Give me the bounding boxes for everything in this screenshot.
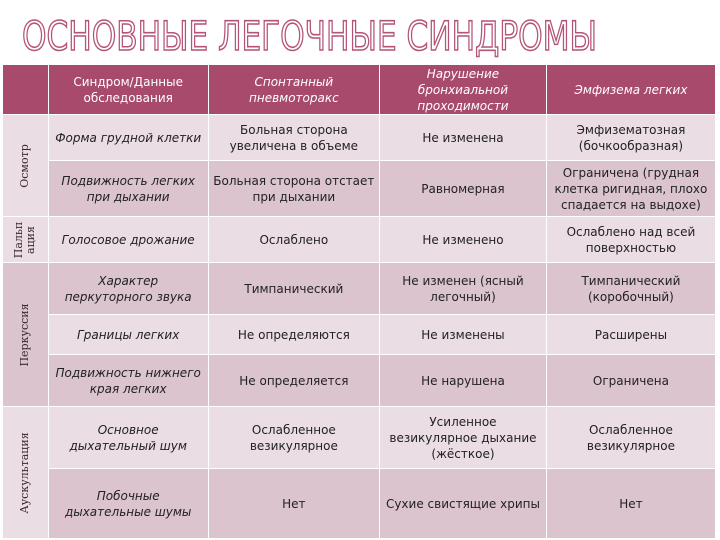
row-param: Форма грудной клетки	[48, 115, 208, 161]
row-cell-pneumothorax: Тимпанический	[208, 263, 379, 315]
row-cell-emphysema: Тимпанический (коробочный)	[546, 263, 715, 315]
row-param: Голосовое дрожание	[48, 217, 208, 263]
table-row	[3, 115, 716, 161]
category-ausk-label: Аускультация	[18, 431, 32, 514]
header-col-bronchial: Нарушение бронхиальной проходимости	[380, 65, 547, 115]
row-cell-pneumothorax: Больная сторона отстает при дыхании	[208, 161, 379, 217]
table-row	[3, 263, 716, 315]
syndrome-table	[2, 64, 716, 539]
row-cell-emphysema: Ослаблено над всей поверхностью	[546, 217, 715, 263]
row-cell-pneumothorax: Больная сторона увеличена в объеме	[208, 115, 379, 161]
row-param: Границы легких	[48, 315, 208, 355]
row-cell-bronchial: Не изменена	[380, 115, 547, 161]
table-row	[3, 315, 716, 355]
row-cell-emphysema: Расширены	[546, 315, 715, 355]
row-cell-bronchial: Усиленное везикулярное дыхание (жёсткое)	[380, 407, 547, 469]
row-param: Характер перкуторного звука	[48, 263, 208, 315]
header-col-param: Синдром/Данные обследования	[48, 65, 208, 115]
row-cell-emphysema: Ограничена	[546, 355, 715, 407]
header-col-emphysema: Эмфизема легких	[546, 65, 715, 115]
row-cell-emphysema: Ослабленное везикулярное	[546, 407, 715, 469]
table-row	[3, 355, 716, 407]
row-cell-bronchial: Не изменен (ясный легочный)	[380, 263, 547, 315]
row-cell-emphysema: Ограничена (грудная клетка ригидная, плохо спадается на выдохе)	[546, 161, 715, 217]
category-perk	[3, 263, 49, 407]
row-cell-bronchial: Не изменены	[380, 315, 547, 355]
table-header-row	[3, 65, 716, 115]
row-cell-pneumothorax: Не определяются	[208, 315, 379, 355]
page-title	[0, 8, 720, 60]
header-col-pneumothorax: Спонтанный пневмоторакс	[208, 65, 379, 115]
table-row	[3, 407, 716, 469]
page-title-svg	[0, 8, 720, 60]
row-cell-pneumothorax: Не определяется	[208, 355, 379, 407]
table-row	[3, 469, 716, 539]
row-param: Подвижность нижнего края легких	[48, 355, 208, 407]
table-row	[3, 217, 716, 263]
table-row	[3, 161, 716, 217]
category-perk-label: Перкуссия	[18, 302, 32, 367]
row-param: Побочные дыхательные шумы	[48, 469, 208, 539]
category-osmotr	[3, 115, 49, 217]
category-palp-label: Пальп ация	[12, 221, 38, 258]
row-cell-bronchial: Не нарушена	[380, 355, 547, 407]
row-param: Основное дыхательный шум	[48, 407, 208, 469]
row-cell-bronchial: Не изменено	[380, 217, 547, 263]
row-cell-bronchial: Равномерная	[380, 161, 547, 217]
category-ausk	[3, 407, 49, 539]
header-corner	[3, 65, 49, 115]
page-title-text: ОСНОВНЫЕ ЛЕГОЧНЫЕ СИНДРОМЫ	[22, 14, 597, 60]
row-cell-emphysema: Нет	[546, 469, 715, 539]
row-cell-pneumothorax: Нет	[208, 469, 379, 539]
row-cell-bronchial: Сухие свистящие хрипы	[380, 469, 547, 539]
category-osmotr-label: Осмотр	[18, 143, 32, 188]
row-cell-pneumothorax: Ослаблено	[208, 217, 379, 263]
row-cell-emphysema: Эмфизематозная (бочкообразная)	[546, 115, 715, 161]
row-param: Подвижность легких при дыхании	[48, 161, 208, 217]
category-palp	[3, 217, 49, 263]
row-cell-pneumothorax: Ослабленное везикулярное	[208, 407, 379, 469]
